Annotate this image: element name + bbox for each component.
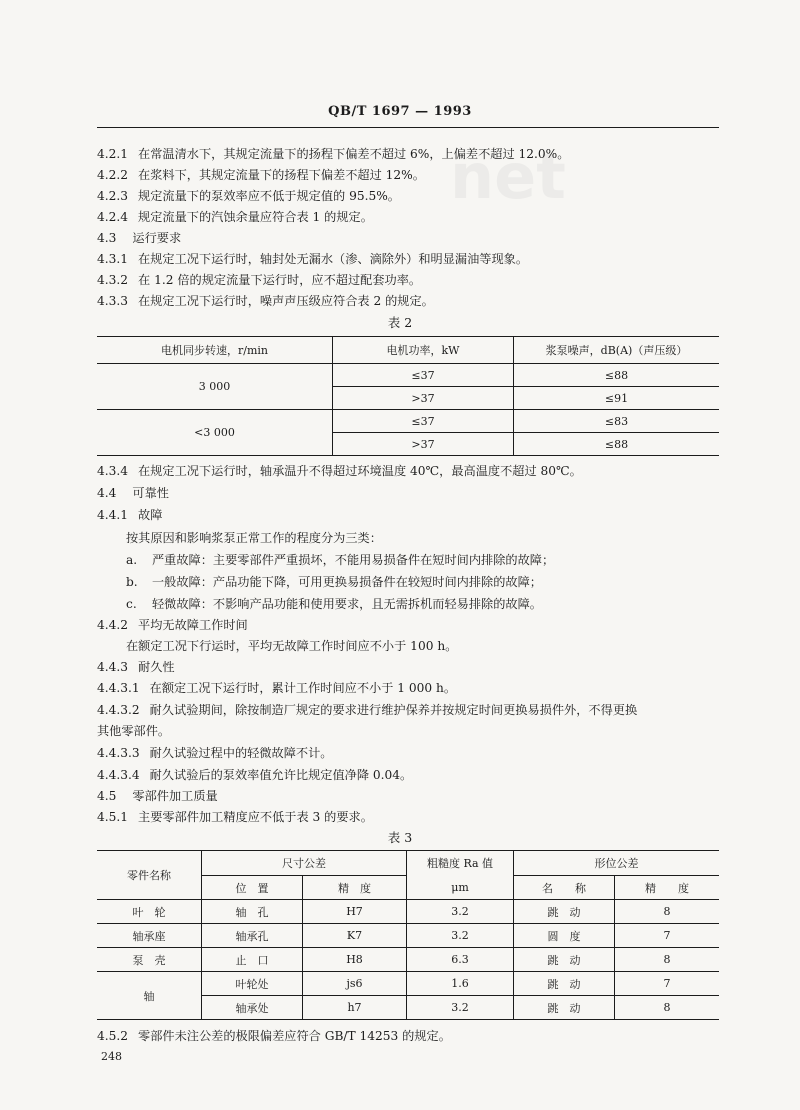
table-cell: 7: [615, 972, 720, 996]
table-cell: 1.6: [407, 972, 514, 996]
table-header-cell: 名 称: [514, 876, 615, 900]
fault-item-a: a. 严重故障：主要零部件严重损坏，不能用易损备件在短时间内排除的故障；: [126, 553, 555, 567]
table-header-cell: 电机同步转速，r/min: [97, 337, 333, 364]
table-cell: 轴承座: [97, 924, 202, 948]
table-cell: 止 口: [202, 948, 303, 972]
table-header-cell: 尺寸公差: [202, 851, 407, 876]
clause-4-4-3-1: 4.4.3.1 在额定工况下运行时，累计工作时间应不小于 1 000 h。: [97, 681, 457, 695]
clause-4-4-3-4: 4.4.3.4 耐久试验后的泵效率值允许比规定值净降 0.04。: [97, 768, 413, 782]
table-header-cell: μm: [407, 876, 514, 900]
section-4-3-heading: 4.3 运行要求: [97, 231, 182, 245]
clause-4-3-1: 4.3.1 在规定工况下运行时，轴封处无漏水（渗、滴除外）和明显漏油等现象。: [97, 252, 529, 266]
clause-4-4-1: 4.4.1 故障: [97, 508, 163, 522]
table-cell: 8: [615, 948, 720, 972]
table-row: [97, 851, 719, 876]
table-cell: ≤88: [514, 433, 720, 456]
table-header-cell: 精 度: [615, 876, 720, 900]
clause-4-5-2: 4.5.2 零部件未注公差的极限偏差应符合 GB/T 14253 的规定。: [97, 1029, 451, 1043]
table-cell: 跳 动: [514, 996, 615, 1020]
table-cell: 8: [615, 900, 720, 924]
table-cell: ≤88: [514, 364, 720, 387]
table-row: [97, 900, 719, 924]
table-header-cell: 位 置: [202, 876, 303, 900]
table-cell: H8: [303, 948, 407, 972]
table-cell: 7: [615, 924, 720, 948]
fault-item-c: c. 轻微故障：不影响产品功能和使用要求，且无需拆机而轻易排除的故障。: [126, 597, 542, 611]
table-cell: 叶轮处: [202, 972, 303, 996]
clause-4-4-3-2-cont: 其他零部件。: [97, 724, 171, 738]
table-cell: 8: [615, 996, 720, 1020]
table-cell: 泵 壳: [97, 948, 202, 972]
clause-4-4-2: 4.4.2 平均无故障工作时间: [97, 618, 248, 632]
table-cell: H7: [303, 900, 407, 924]
fault-item-b: b. 一般故障：产品功能下降，可用更换易损备件在较短时间内排除的故障；: [126, 575, 542, 589]
table-cell: >37: [333, 433, 514, 456]
table-row: [97, 410, 719, 433]
table-cell: <3 000: [97, 410, 333, 456]
table-2-caption: 表 2: [387, 315, 413, 330]
clause-4-5-1: 4.5.1 主要零部件加工精度应不低于表 3 的要求。: [97, 810, 373, 824]
clause-4-2-2: 4.2.2 在浆料下，其规定流量下的扬程下偏差不超过 12%。: [97, 168, 425, 182]
table-row: [97, 337, 719, 364]
clause-4-3-3: 4.3.3 在规定工况下运行时，噪声声压级应符合表 2 的规定。: [97, 294, 434, 308]
table-cell: ≤37: [333, 410, 514, 433]
table-cell: 3.2: [407, 924, 514, 948]
table-cell: h7: [303, 996, 407, 1020]
table-row: [97, 948, 719, 972]
clause-4-3-4: 4.3.4 在规定工况下运行时，轴承温升不得超过环境温度 40℃，最高温度不超过 80℃。: [97, 464, 582, 478]
table-cell: ≤83: [514, 410, 720, 433]
page-number: 248: [101, 1050, 122, 1063]
table-3: [97, 850, 719, 1020]
table-cell: 跳 动: [514, 972, 615, 996]
clause-4-2-4: 4.2.4 规定流量下的汽蚀余量应符合表 1 的规定。: [97, 210, 373, 224]
header-rule: [97, 127, 719, 128]
clause-4-2-3: 4.2.3 规定流量下的泵效率应不低于规定值的 95.5%。: [97, 189, 400, 203]
table-cell: K7: [303, 924, 407, 948]
table-cell: 跳 动: [514, 948, 615, 972]
section-4-5-heading: 4.5 零部件加工质量: [97, 789, 218, 803]
table-2: [97, 336, 719, 456]
table-header-cell: 零件名称: [97, 851, 202, 900]
table-row: [97, 972, 719, 996]
page-header: QB/T 1697 — 1993: [328, 104, 472, 119]
table-header-cell: 浆泵噪声，dB(A)（声压级）: [514, 337, 720, 364]
clause-4-4-2-text: 在额定工况下行运时，平均无故障工作时间应不小于 100 h。: [126, 639, 458, 653]
fault-intro: 按其原因和影响浆泵正常工作的程度分为三类：: [126, 531, 382, 545]
table-header-cell: 粗糙度 Ra 值: [407, 851, 514, 876]
table-header-cell: 形位公差: [514, 851, 720, 876]
table-row: [97, 924, 719, 948]
clause-4-4-3-2: 4.4.3.2 耐久试验期间，除按制造厂规定的要求进行维护保养并按规定时间更换易损件外，不得更换: [97, 703, 638, 717]
table-header-cell: 精 度: [303, 876, 407, 900]
table-cell: js6: [303, 972, 407, 996]
table-cell: 6.3: [407, 948, 514, 972]
table-cell: 轴承孔: [202, 924, 303, 948]
table-header-cell: 电机功率，kW: [333, 337, 514, 364]
table-cell: 3 000: [97, 364, 333, 410]
clause-4-2-1: 4.2.1 在常温清水下，其规定流量下的扬程下偏差不超过 6%，上偏差不超过 12.0%。: [97, 147, 570, 161]
table-cell: ≤91: [514, 387, 720, 410]
clause-4-4-3-3: 4.4.3.3 耐久试验过程中的轻微故障不计。: [97, 746, 333, 760]
clause-4-3-2: 4.3.2 在 1.2 倍的规定流量下运行时，应不超过配套功率。: [97, 273, 422, 287]
table-cell: 轴承处: [202, 996, 303, 1020]
table-cell: 轴 孔: [202, 900, 303, 924]
table-3-caption: 表 3: [387, 830, 413, 845]
table-cell: 跳 动: [514, 900, 615, 924]
watermark: net: [450, 140, 566, 213]
table-cell: >37: [333, 387, 514, 410]
table-cell: 轴: [97, 972, 202, 1020]
clause-4-4-3: 4.4.3 耐久性: [97, 660, 175, 674]
table-cell: 3.2: [407, 900, 514, 924]
table-cell: 圆 度: [514, 924, 615, 948]
table-row: [97, 364, 719, 387]
table-cell: 3.2: [407, 996, 514, 1020]
section-4-4-heading: 4.4 可靠性: [97, 486, 169, 500]
table-cell: 叶 轮: [97, 900, 202, 924]
table-cell: ≤37: [333, 364, 514, 387]
